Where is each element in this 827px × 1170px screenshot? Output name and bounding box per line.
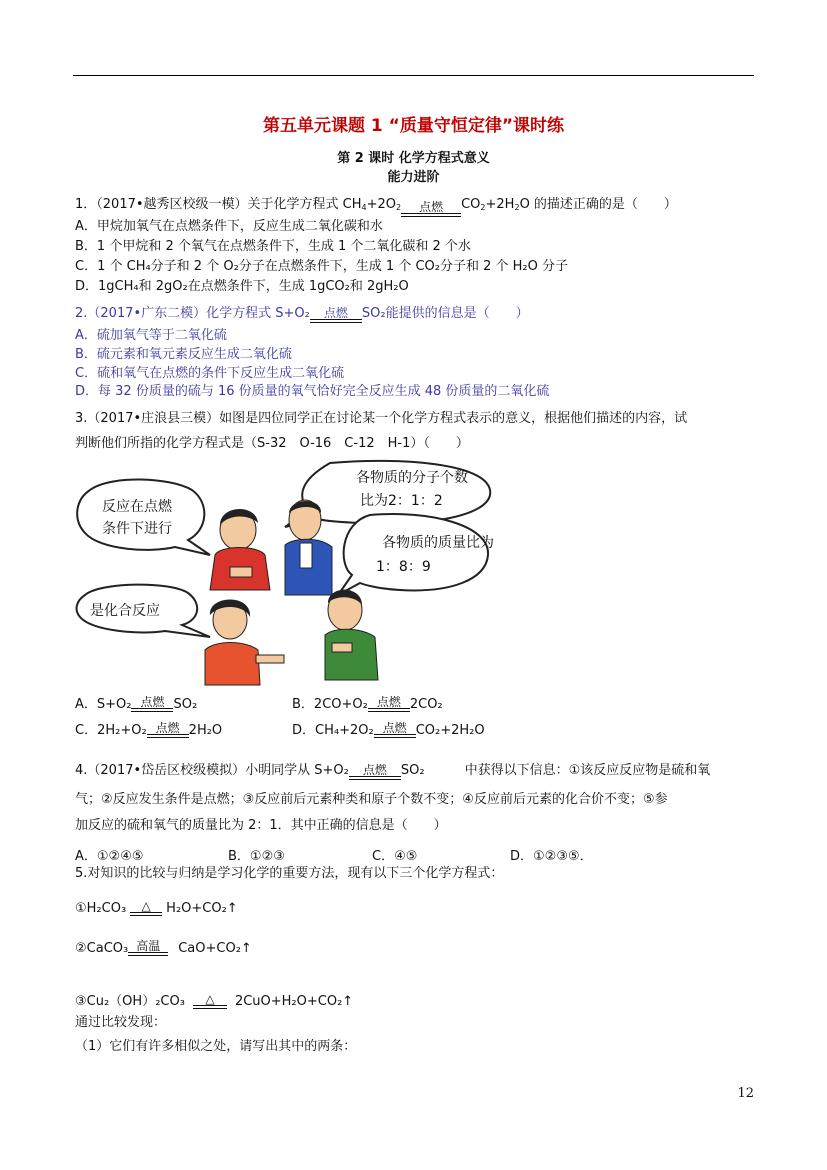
q5-part1: （1）它们有许多相似之处，请写出其中的两条： bbox=[75, 1039, 357, 1054]
q3c-reaction-arrow: 点燃 bbox=[147, 722, 189, 738]
discussion-illustration bbox=[70, 455, 510, 690]
q2-option-b[interactable]: B．硫元素和氧元素反应生成二氧化硫 bbox=[75, 347, 292, 362]
q1-option-a[interactable]: A．甲烷加氧气在点燃条件下，反应生成二氧化碳和水 bbox=[75, 219, 383, 234]
bubble4-text: 是化合反应 bbox=[90, 603, 160, 619]
q3-option-b[interactable]: B．2CO+O₂ 点燃 2CO₂ bbox=[292, 695, 443, 712]
student-figure-4 bbox=[325, 590, 378, 680]
q3d-reaction-arrow: 点燃 bbox=[374, 722, 416, 738]
student-figure-1 bbox=[210, 509, 270, 590]
q2-option-d[interactable]: D．每 32 份质量的硫与 16 份质量的氧气恰好完全反应生成 48 份质量的二氧化硫 bbox=[75, 384, 550, 399]
q2-option-a[interactable]: A．硫加氧气等于二氧化硫 bbox=[75, 328, 227, 343]
q2-reaction-arrow: 点燃 bbox=[310, 307, 362, 323]
q3-stem-line1: 3.（2017•庄浪县三模）如图是四位同学正在讨论某一个化学方程式表示的意义，根据他们描述的内容，试 bbox=[75, 411, 688, 426]
bubble2-line1: 反应在点燃 bbox=[102, 499, 172, 515]
q1-option-d[interactable]: D．1gCH₄和 2gO₂在点燃条件下，生成 1gCO₂和 2gH₂O bbox=[75, 279, 409, 294]
q1-option-b[interactable]: B．1 个甲烷和 2 个氧气在点燃条件下，生成 1 个二氧化碳和 2 个水 bbox=[75, 239, 471, 254]
speech-bubble-reaction-type bbox=[77, 585, 210, 637]
q4-stem-line3: 加反应的硫和氧气的质量比为 2：1．其中正确的信息是（ ） bbox=[75, 818, 447, 833]
q4-option-d[interactable]: D．①②③⑤． bbox=[510, 849, 593, 864]
bubble3-line1: 各物质的质量比为 bbox=[382, 535, 494, 551]
q3a-reaction-arrow: 点燃 bbox=[131, 696, 173, 712]
q4-option-c[interactable]: C．④⑤ bbox=[372, 849, 418, 864]
q3b-reaction-arrow: 点燃 bbox=[368, 696, 410, 712]
q5-equation-3: ③Cu₂（OH）₂CO₃ △ 2CuO+H₂O+CO₂↑ bbox=[75, 992, 354, 1009]
q3-stem-line2: 判断他们所指的化学方程式是（S-32 O-16 C-12 H-1）（ ） bbox=[75, 436, 469, 451]
q1-option-c[interactable]: C．1 个 CH₄分子和 2 个 O₂分子在点燃条件下，生成 1 个 CO₂分子和 2 个 H₂O 分子 bbox=[75, 259, 568, 274]
q3-option-a[interactable]: A．S+O₂ 点燃 SO₂ bbox=[75, 695, 198, 712]
page-title: 第五单元课题 1 “质量守恒定律”课时练 bbox=[262, 116, 564, 136]
q4-stem-line2: 气；②反应发生条件是点燃；③反应前后元素种类和原子个数不变；④反应前后元素的化合价不变；⑤参 bbox=[75, 792, 668, 807]
q5-equation-2: ②CaCO₃ 高温 CaO+CO₂↑ bbox=[75, 939, 252, 956]
q1-reaction-arrow: 点燃 bbox=[401, 201, 461, 217]
q3-option-c[interactable]: C．2H₂+O₂ 点燃 2H₂O bbox=[75, 721, 223, 738]
q4-reaction-arrow: 点燃 bbox=[349, 764, 401, 780]
section-heading: 能力进阶 bbox=[387, 170, 440, 185]
bubble2-line2: 条件下进行 bbox=[102, 521, 172, 537]
header-rule bbox=[73, 75, 754, 76]
lesson-subtitle: 第 2 课时 化学方程式意义 bbox=[337, 151, 490, 166]
q5-intro: 5.对知识的比较与归纳是学习化学的重要方法，现有以下三个化学方程式： bbox=[75, 866, 504, 881]
q4-option-a[interactable]: A．①②④⑤ bbox=[75, 849, 144, 864]
q3-option-d[interactable]: D．CH₄+2O₂ 点燃 CO₂+2H₂O bbox=[292, 721, 485, 738]
speech-bubble-mass-ratio bbox=[338, 514, 494, 595]
q2-option-c[interactable]: C．硫和氧气在点燃的条件下反应生成二氧化硫 bbox=[75, 366, 345, 381]
q2-stem: 2.（2017•广东二模）化学方程式 S+O₂ 点燃 SO₂能提供的信息是（ ） bbox=[75, 306, 529, 321]
q4-option-b[interactable]: B．①②③ bbox=[228, 849, 285, 864]
bubble1-line2: 比为2：1：2 bbox=[360, 493, 443, 509]
student-figure-3 bbox=[205, 600, 284, 686]
page-number: 12 bbox=[737, 1086, 754, 1101]
q5-compare: 通过比较发现： bbox=[75, 1015, 167, 1030]
q4-stem-line1: 4.（2017•岱岳区校级模拟）小明同学从 S+O₂ 点燃 SO₂ 中获得以下信息：①该反应反应物是硫和氧 bbox=[75, 763, 711, 778]
bubble1-line1: 各物质的分子个数 bbox=[356, 470, 468, 486]
bubble3-line2: 1：8：9 bbox=[376, 559, 431, 575]
speech-bubble-conditions bbox=[77, 479, 210, 555]
q1-stem: 1．（2017•越秀区校级一模）关于化学方程式 $CH_4+2O_2$ 点燃 $CO_2+2H_2O$ 的描述正确的是（ ） bbox=[75, 196, 677, 217]
q5-equation-1: ①H₂CO₃ △ H₂O+CO₂↑ bbox=[75, 899, 238, 916]
